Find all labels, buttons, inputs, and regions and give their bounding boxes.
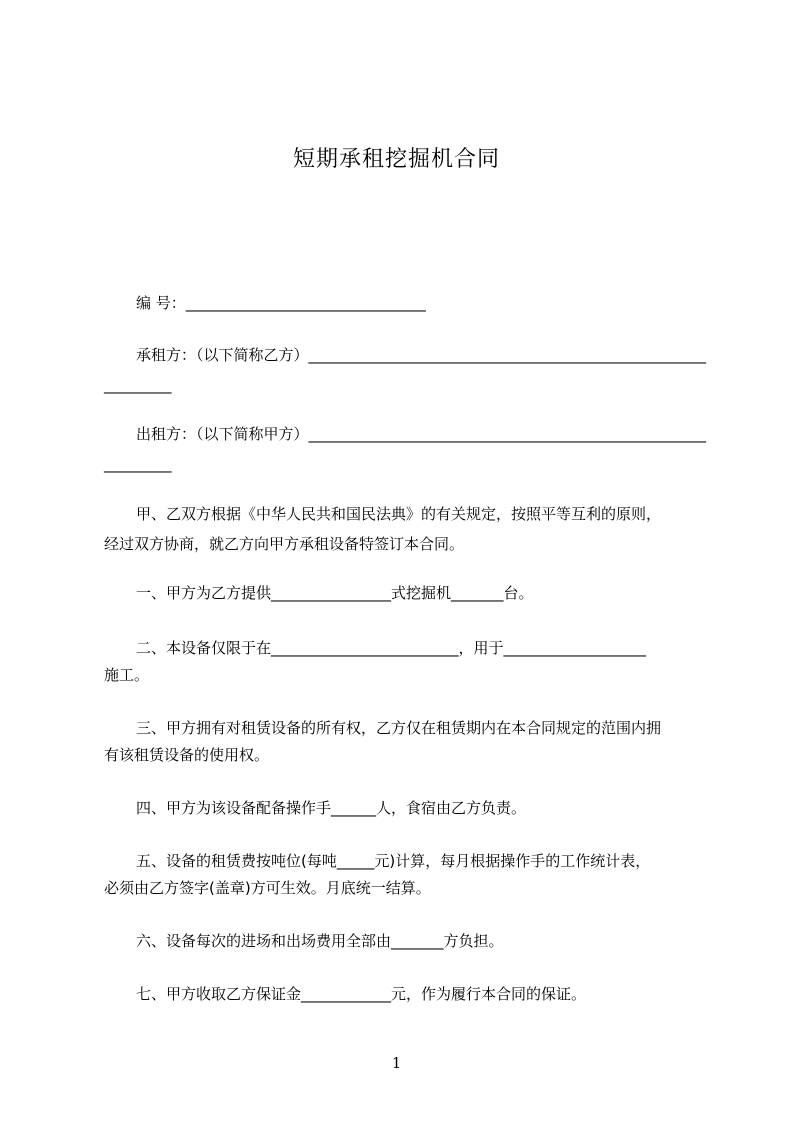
clause-4: 四、甲方为该设备配备操作手______人，食宿由乙方负责。 [136, 799, 527, 817]
lessee-line-continued: _________ [104, 376, 172, 394]
lessor-line-continued: _________ [104, 455, 172, 473]
preamble-line-2: 经过双方协商，就乙方向甲方承租设备特签订本合同。 [104, 535, 465, 553]
clause-3-line-1: 三、甲方拥有对租赁设备的所有权，乙方仅在租赁期内在本合同规定的范围内拥 [136, 719, 662, 737]
preamble-line-1: 甲、乙双方根据《中华人民共和国民法典》的有关规定，按照平等互利的原则， [136, 505, 662, 523]
lessee-line: 承租方：（以下简称乙方）_____________________________________________________ [136, 346, 707, 364]
clause-2-line-1: 二、本设备仅限于在_________________________，用于___________________ [136, 639, 647, 657]
lessor-line: 出租方：（以下简称甲方）_____________________________________________________ [136, 425, 707, 443]
page-number: 1 [391, 1054, 402, 1072]
clause-5-line-2: 必须由乙方签字(盖章)方可生效。月底统一结算。 [104, 879, 431, 897]
document-title: 短期承租挖掘机合同 [292, 147, 500, 172]
clause-2-line-2: 施工。 [104, 666, 150, 684]
clause-6: 六、设备每次的进场和出场费用全部由_______方负担。 [136, 932, 504, 950]
contract-number-line: 编 号：________________________________ [136, 294, 426, 312]
clause-7: 七、甲方收取乙方保证金____________元，作为履行本合同的保证。 [136, 985, 587, 1003]
clause-5-line-1: 五、设备的租赁费按吨位(每吨_____元)计算，每月根据操作手的工作统计表， [136, 852, 651, 870]
clause-3-line-2: 有该租赁设备的使用权。 [104, 746, 270, 764]
clause-1: 一、甲方为乙方提供________________式挖掘机_______台。 [136, 584, 534, 602]
